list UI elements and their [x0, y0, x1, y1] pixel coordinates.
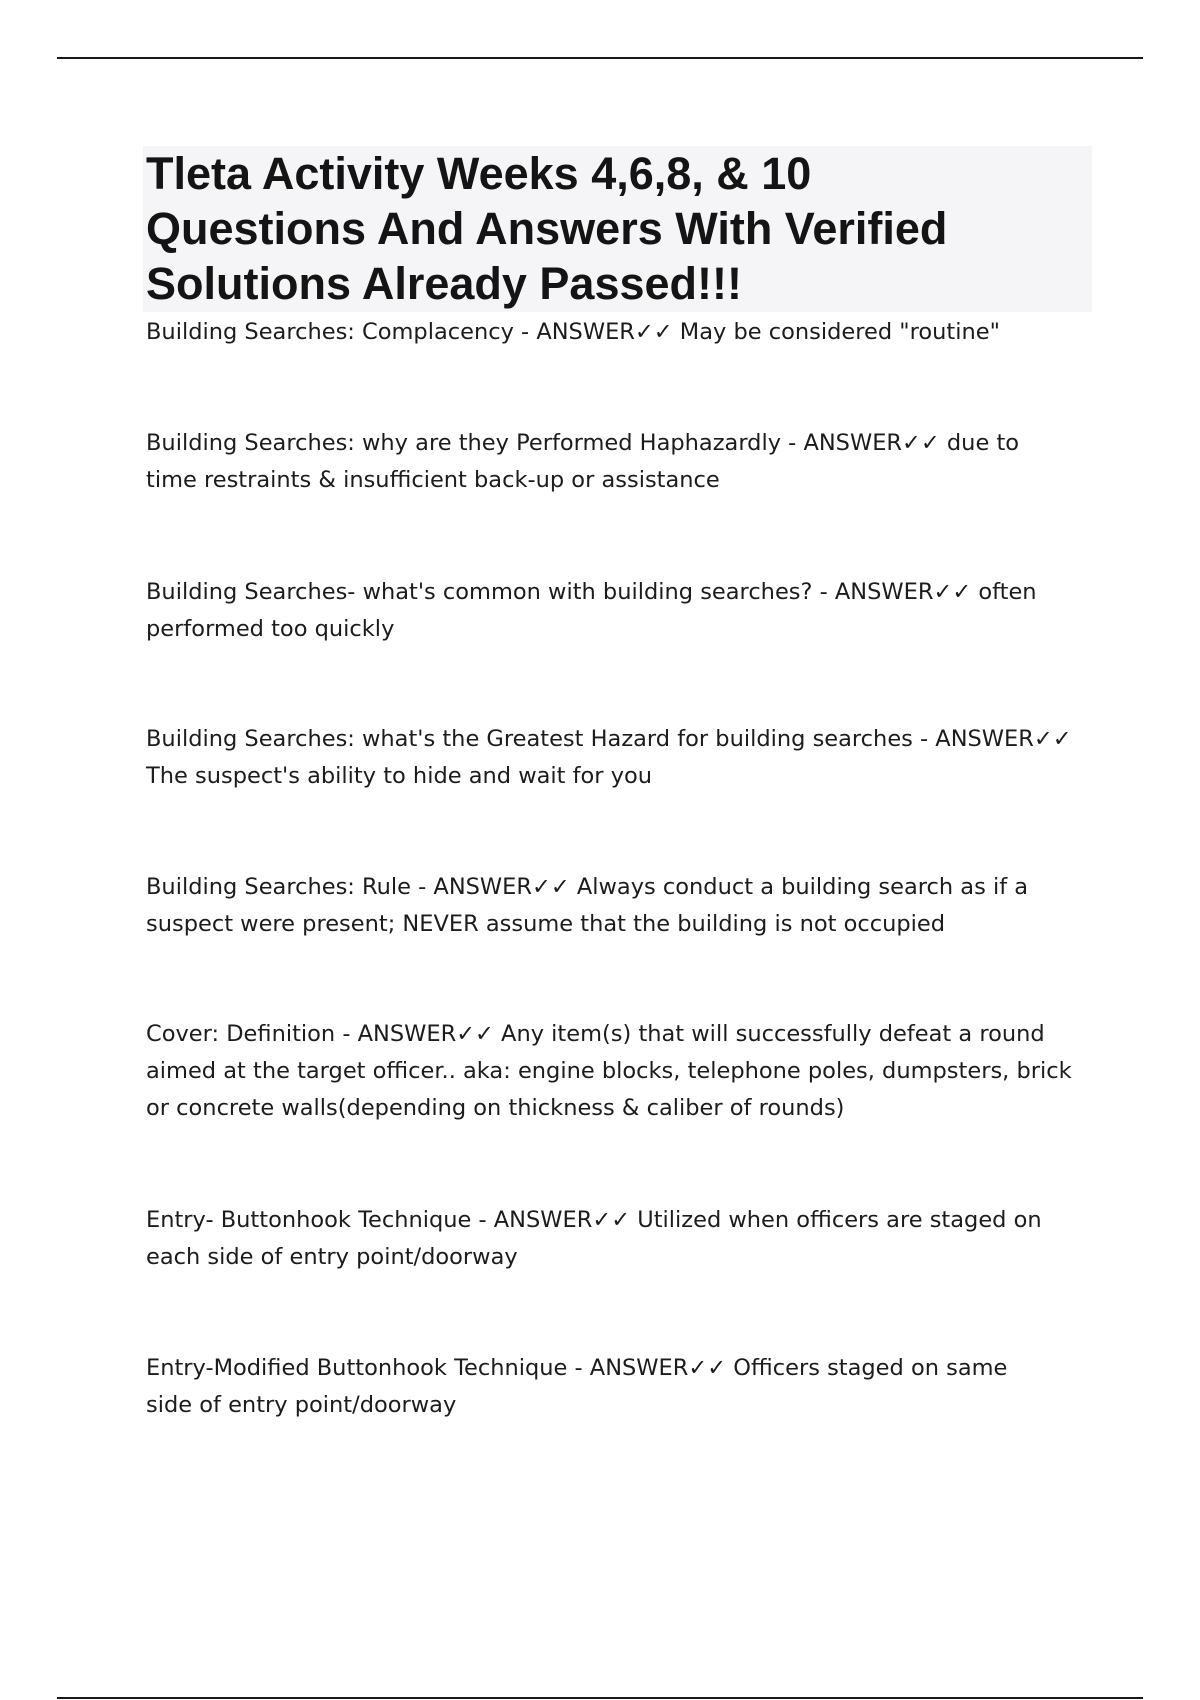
qa-line: Building Searches: Rule - ANSWER✓✓ Always conduct a building search as if a: [146, 874, 1029, 900]
qa-line: The suspect's ability to hide and wait for you: [146, 763, 653, 789]
qa-line: suspect were present; NEVER assume that the building is not occupied: [146, 911, 946, 937]
qa-item-haphazardly: [146, 425, 1106, 499]
top-rule: [57, 57, 1143, 59]
qa-line: or concrete walls(depending on thickness & caliber of rounds): [146, 1095, 845, 1121]
qa-item-common: [146, 574, 1106, 648]
qa-line: side of entry point/doorway: [146, 1392, 457, 1418]
qa-item-greatest-hazard: [146, 721, 1106, 795]
title-line: Questions And Answers With Verified: [146, 203, 948, 254]
qa-item-modified-buttonhook: [146, 1350, 1106, 1424]
title-line: Solutions Already Passed!!!: [146, 258, 742, 309]
document-title: [146, 146, 1092, 311]
qa-line: Building Searches- what's common with building searches? - ANSWER✓✓ often: [146, 579, 1037, 605]
qa-line: Building Searches: why are they Performed Haphazardly - ANSWER✓✓ due to: [146, 430, 1020, 456]
qa-line: Entry- Buttonhook Technique - ANSWER✓✓ Utilized when officers are staged on: [146, 1207, 1042, 1233]
qa-line: performed too quickly: [146, 616, 395, 642]
qa-line: Entry-Modified Buttonhook Technique - ANSWER✓✓ Officers staged on same: [146, 1355, 1008, 1381]
qa-line: Building Searches: Complacency - ANSWER✓✓ May be considered "routine": [146, 319, 1000, 345]
bottom-rule: [57, 1697, 1143, 1699]
qa-line: aimed at the target officer.. aka: engine blocks, telephone poles, dumpsters, brick: [146, 1058, 1072, 1084]
qa-item-cover: [146, 1016, 1106, 1127]
qa-line: each side of entry point/doorway: [146, 1244, 518, 1270]
qa-item-buttonhook: [146, 1202, 1106, 1276]
qa-line: Cover: Definition - ANSWER✓✓ Any item(s) that will successfully defeat a round: [146, 1021, 1045, 1047]
title-highlight-block: [143, 146, 1092, 312]
qa-item-complacency: [146, 314, 1106, 351]
qa-item-rule: [146, 869, 1106, 943]
title-line: Tleta Activity Weeks 4,6,8, & 10: [146, 148, 812, 199]
qa-line: time restraints & insufficient back-up or assistance: [146, 467, 720, 493]
qa-line: Building Searches: what's the Greatest Hazard for building searches - ANSWER✓✓: [146, 726, 1072, 752]
